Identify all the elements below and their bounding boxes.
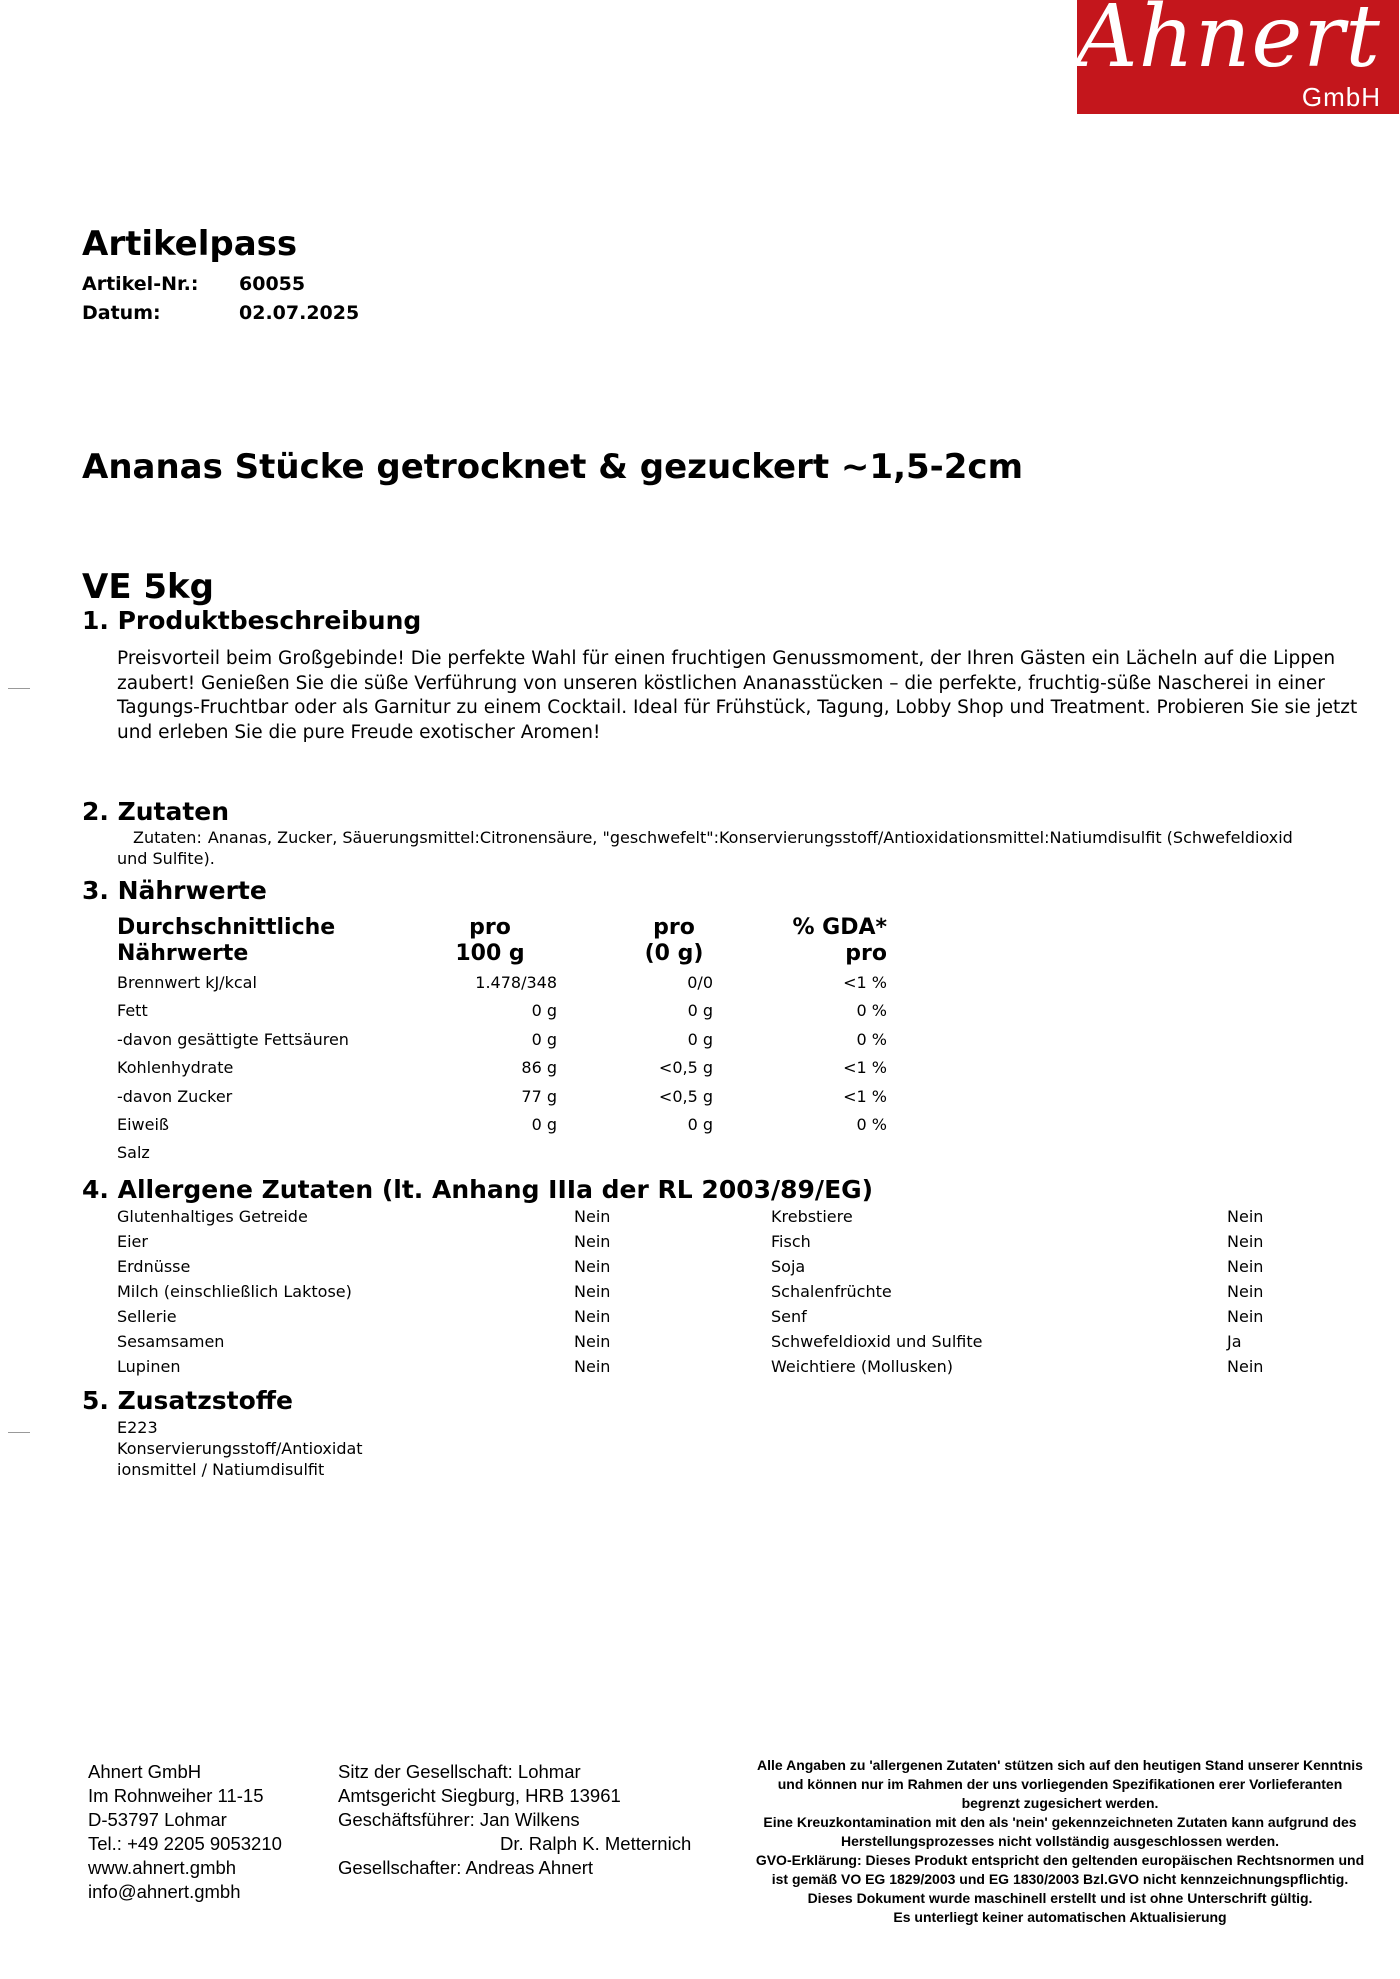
allergen-name: Krebstiere xyxy=(771,1207,853,1226)
footer-company-name: Ahnert GmbH xyxy=(88,1761,202,1782)
allergen-value: Nein xyxy=(574,1332,611,1351)
section-heading-ingredients: 2. Zutaten xyxy=(82,797,230,826)
nutrition-header-label xyxy=(117,915,335,967)
footer-website: www.ahnert.gmbh xyxy=(88,1857,237,1878)
nutrition-per0: <0,5 g xyxy=(658,1058,713,1077)
allergen-name: Soja xyxy=(771,1257,806,1276)
nutrition-header-gda-line-1: % GDA* xyxy=(792,915,887,940)
nutrition-row xyxy=(117,973,887,1001)
footer-email: info@ahnert.gmbh xyxy=(88,1881,241,1902)
footer-registered-office: Sitz der Gesellschaft: Lohmar xyxy=(338,1761,581,1782)
allergen-row xyxy=(117,1282,1267,1307)
product-description: Preisvorteil beim Großgebinde! Die perfekte Wahl für einen fruchtigen Genussmoment, der Ihren Gästen ein Lächeln auf die Lippen zaubert! Genießen Sie die süße Verführung von unseren köstlichen Ananasstücken – die perfekte, fruchtig-süße Nascherei in einer Tagungs-Fruchtbar oder als Garnitur zu einem Cocktail. Ideal für Frühstück, Tagung, Lobby Shop und Treatment. Probieren Sie sie jetzt und erleben Sie die pure Freude exotischer Aromen! xyxy=(117,648,1358,743)
section-heading-allergens: 4. Allergene Zutaten (lt. Anhang IIIa der RL 2003/89/EG) xyxy=(82,1175,874,1204)
allergen-value: Nein xyxy=(574,1257,611,1276)
nutrition-header-per0-line-1: pro xyxy=(653,915,695,940)
allergen-name: Sesamsamen xyxy=(117,1332,225,1351)
product-title xyxy=(82,367,1023,647)
allergen-name: Schwefeldioxid und Sulfite xyxy=(771,1332,983,1351)
logo-suffix: GmbH xyxy=(1301,82,1381,112)
allergen-name: Erdnüsse xyxy=(117,1257,191,1276)
nutrition-per0: 0 g xyxy=(687,1001,713,1020)
nutrition-gda: <1 % xyxy=(843,973,887,992)
allergen-name: Milch (einschließlich Laktose) xyxy=(117,1282,352,1301)
date-value: 02.07.2025 xyxy=(239,302,360,324)
nutrition-row xyxy=(117,1001,887,1029)
allergen-value: Nein xyxy=(1227,1232,1264,1251)
section-heading-nutrition: 3. Nährwerte xyxy=(82,876,267,905)
additive-description-line-2: ionsmittel / Natiumdisulfit xyxy=(117,1460,325,1479)
nutrition-per100: 0 g xyxy=(531,1030,557,1049)
disclaimer-line: Dieses Dokument wurde maschinell erstellt und ist ohne Unterschrift gültig. xyxy=(807,1890,1313,1906)
additive-code: E223 xyxy=(117,1418,158,1437)
allergen-name: Sellerie xyxy=(117,1307,177,1326)
date-label: Datum: xyxy=(82,302,161,324)
nutrition-label: Salz xyxy=(117,1143,150,1162)
nutrition-header-per100 xyxy=(440,915,540,967)
ingredients-list: Ananas, Zucker, Säuerungsmittel:Citronensäure, "geschwefelt":Konservierungsstoff/Antioxidationsmittel:Natiumdisulfit (Schwefeldioxid und Sulfite). xyxy=(117,828,1293,868)
nutrition-row xyxy=(117,1058,887,1086)
section-heading-additives: 5. Zusatzstoffe xyxy=(82,1386,293,1415)
allergen-name: Weichtiere (Mollusken) xyxy=(771,1357,953,1376)
nutrition-per100: 0 g xyxy=(531,1115,557,1134)
footer-city: D-53797 Lohmar xyxy=(88,1809,227,1830)
nutrition-gda: 0 % xyxy=(856,1001,887,1020)
footer-managing-director-2: Dr. Ralph K. Metternich xyxy=(500,1833,692,1854)
footer-phone: Tel.: +49 2205 9053210 xyxy=(88,1833,282,1854)
allergen-value: Nein xyxy=(574,1282,611,1301)
nutrition-label: Eiweiß xyxy=(117,1115,170,1134)
allergen-value: Nein xyxy=(574,1357,611,1376)
disclaimer-line: ist gemäß VO EG 1829/2003 und EG 1830/2003 Bzl.GVO nicht kennzeichnungspflichtig. xyxy=(771,1871,1349,1887)
ingredients-prefix: Zutaten: xyxy=(133,828,202,847)
allergen-value: Nein xyxy=(1227,1257,1264,1276)
footer-court-register: Amtsgericht Siegburg, HRB 13961 xyxy=(338,1785,621,1806)
section-heading-description: 1. Produktbeschreibung xyxy=(82,606,422,635)
allergen-value: Nein xyxy=(1227,1207,1264,1226)
nutrition-header-per0 xyxy=(624,915,724,967)
allergen-name: Lupinen xyxy=(117,1357,181,1376)
nutrition-label: -davon gesättigte Fettsäuren xyxy=(117,1030,349,1049)
allergen-value: Nein xyxy=(1227,1307,1264,1326)
nutrition-per100: 77 g xyxy=(521,1087,557,1106)
ingredients-text xyxy=(117,827,1317,869)
nutrition-gda: 0 % xyxy=(856,1115,887,1134)
footer-company-legal xyxy=(338,1760,691,1880)
allergen-value: Nein xyxy=(1227,1282,1264,1301)
allergen-name: Senf xyxy=(771,1307,807,1326)
nutrition-per0: 0 g xyxy=(687,1030,713,1049)
nutrition-header-label-line-1: Durchschnittliche xyxy=(117,915,336,940)
footer-disclaimer xyxy=(725,1756,1395,1927)
disclaimer-line: Es unterliegt keiner automatischen Aktualisierung xyxy=(893,1909,1227,1925)
disclaimer-line: Eine Kreuzkontamination mit den als 'nein' gekennzeichneten Zutaten kann aufgrund des xyxy=(763,1814,1357,1830)
nutrition-gda: <1 % xyxy=(843,1087,887,1106)
footer-managing-director: Geschäftsführer: Jan Wilkens xyxy=(338,1809,580,1830)
article-number-label: Artikel-Nr.: xyxy=(82,273,199,295)
allergen-name: Schalenfrüchte xyxy=(771,1282,892,1301)
allergen-row xyxy=(117,1307,1267,1332)
allergen-row xyxy=(117,1332,1267,1357)
footer-company-address xyxy=(88,1760,282,1904)
allergen-value: Nein xyxy=(574,1207,611,1226)
margin-mark xyxy=(8,1432,30,1433)
logo-name: Ahnert xyxy=(1075,0,1381,87)
nutrition-row xyxy=(117,1087,887,1115)
disclaimer-line: Herstellungsprozesses nicht vollständig ausgeschlossen werden. xyxy=(840,1833,1280,1849)
allergen-row xyxy=(117,1257,1267,1282)
nutrition-label: -davon Zucker xyxy=(117,1087,233,1106)
margin-mark xyxy=(8,688,30,689)
nutrition-gda: 0 % xyxy=(856,1030,887,1049)
nutrition-label: Fett xyxy=(117,1001,148,1020)
nutrition-header-gda-line-2: pro xyxy=(845,941,887,966)
additives-text xyxy=(117,1417,377,1480)
allergen-name: Fisch xyxy=(771,1232,811,1251)
disclaimer-line: Alle Angaben zu 'allergenen Zutaten' stützen sich auf den heutigen Stand unserer Kenntnis xyxy=(757,1757,1363,1773)
allergen-value: Nein xyxy=(1227,1357,1264,1376)
nutrition-gda: <1 % xyxy=(843,1058,887,1077)
nutrition-header-per100-line-1: pro xyxy=(469,915,511,940)
nutrition-header-label-line-2: Nährwerte xyxy=(117,941,249,966)
document-title: Artikelpass xyxy=(82,224,298,264)
nutrition-header-per100-line-2: 100 g xyxy=(455,941,525,966)
company-logo xyxy=(1077,0,1399,114)
nutrition-row xyxy=(117,1115,887,1143)
product-title-line-2: VE 5kg xyxy=(82,567,214,607)
footer-street: Im Rohnweiher 11-15 xyxy=(88,1785,264,1806)
allergen-value: Nein xyxy=(574,1307,611,1326)
additive-description-line-1: Konservierungsstoff/Antioxidat xyxy=(117,1439,363,1458)
nutrition-per100: 1.478/348 xyxy=(475,973,557,992)
article-number-value: 60055 xyxy=(239,273,306,295)
nutrition-per0: 0/0 xyxy=(687,973,713,992)
product-title-line-1: Ananas Stücke getrocknet & gezuckert ~1,5-2cm xyxy=(82,447,1023,487)
allergen-name: Eier xyxy=(117,1232,148,1251)
nutrition-label: Kohlenhydrate xyxy=(117,1058,234,1077)
nutrition-per100: 0 g xyxy=(531,1001,557,1020)
footer-shareholder: Gesellschafter: Andreas Ahnert xyxy=(338,1857,594,1878)
nutrition-row xyxy=(117,1030,887,1058)
nutrition-header-per0-line-2: (0 g) xyxy=(644,941,704,966)
nutrition-per0: 0 g xyxy=(687,1115,713,1134)
disclaimer-line: begrenzt zugesichert werden. xyxy=(961,1795,1159,1811)
disclaimer-line: GVO-Erklärung: Dieses Produkt entspricht den geltenden europäischen Rechtsnormen und xyxy=(755,1852,1365,1868)
disclaimer-line: und können nur im Rahmen der uns vorliegenden Spezifikationen erer Vorlieferanten xyxy=(777,1776,1343,1792)
allergen-value: Nein xyxy=(574,1232,611,1251)
allergen-name: Glutenhaltiges Getreide xyxy=(117,1207,308,1226)
allergen-row xyxy=(117,1207,1267,1232)
allergen-value: Ja xyxy=(1227,1332,1242,1351)
nutrition-per0: <0,5 g xyxy=(658,1087,713,1106)
nutrition-label: Brennwert kJ/kcal xyxy=(117,973,257,992)
nutrition-per100: 86 g xyxy=(521,1058,557,1077)
nutrition-row xyxy=(117,1143,887,1171)
allergen-row xyxy=(117,1357,1267,1382)
nutrition-header-gda xyxy=(760,915,887,967)
allergen-row xyxy=(117,1232,1267,1257)
